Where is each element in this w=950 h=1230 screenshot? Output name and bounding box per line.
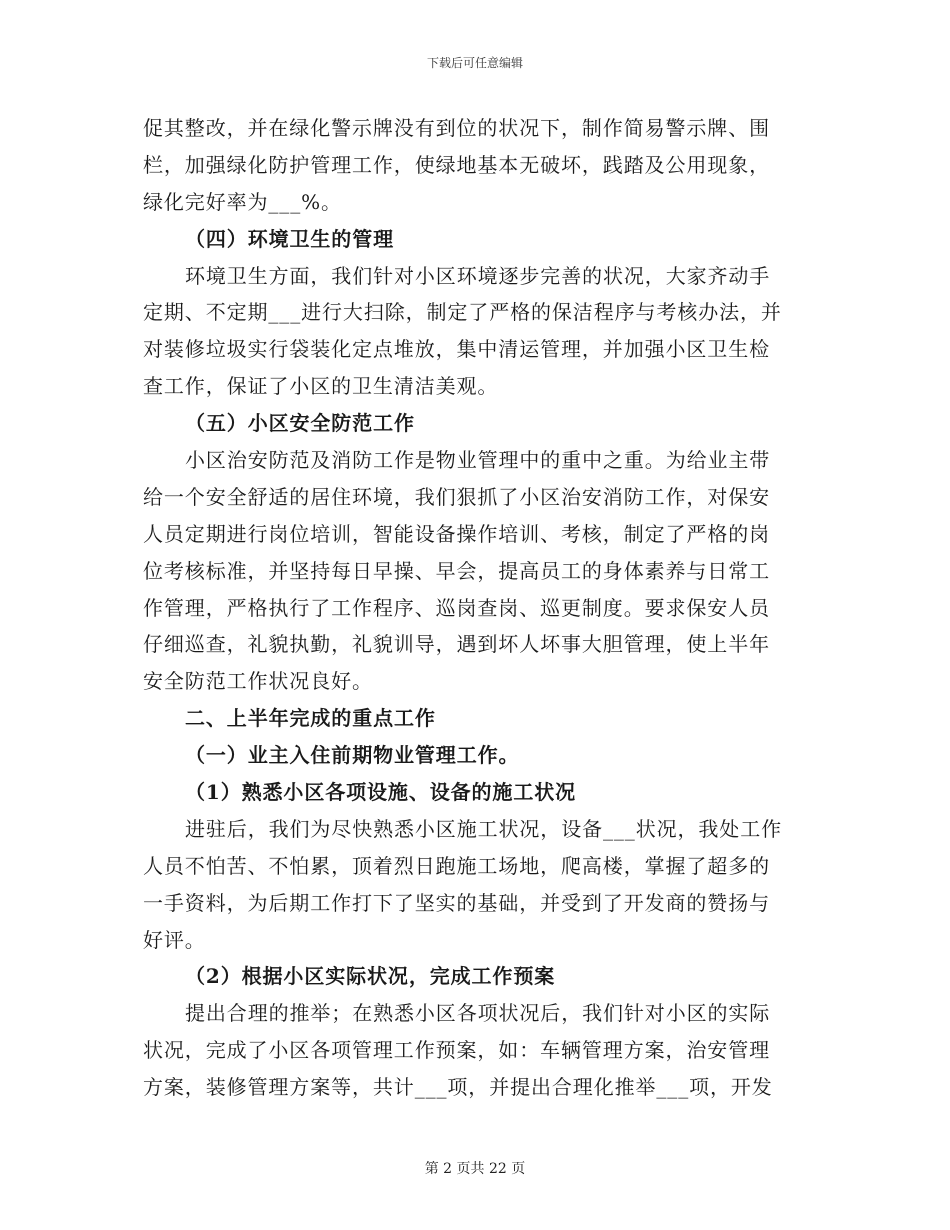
paragraph-line: 促其整改，并在绿化警示牌没有到位的状况下，制作简易警示牌、围 bbox=[143, 116, 770, 140]
paragraph-line: 人员不怕苦、不怕累，顶着烈日跑施工场地，爬高楼，掌握了超多的 bbox=[143, 853, 770, 878]
section-heading: （五）小区安全防范工作 bbox=[185, 411, 415, 436]
paragraph-line: 查工作，保证了小区的卫生清洁美观。 bbox=[143, 374, 499, 399]
section-heading: （一）业主入住前期物业管理工作。 bbox=[185, 743, 520, 768]
paragraph-line: 人员定期进行岗位培训，智能设备操作培训、考核，制定了严格的岗 bbox=[143, 521, 770, 546]
paragraph-line: 好评。 bbox=[143, 927, 206, 952]
paragraph-line: 定期、不定期___进行大扫除，制定了严格的保洁程序与考核办法，并 bbox=[143, 300, 782, 325]
paragraph-line: 一手资料，为后期工作打下了坚实的基础，并受到了开发商的赞扬与 bbox=[143, 890, 770, 915]
paragraph-line: 进驻后，我们为尽快熟悉小区施工状况，设备___状况，我处工作 bbox=[185, 816, 782, 841]
paragraph-line: 对装修垃圾实行袋装化定点堆放，集中清运管理，并加强小区卫生检 bbox=[143, 337, 770, 362]
paragraph-line: 环境卫生方面，我们针对小区环境逐步完善的状况，大家齐动手 bbox=[185, 263, 771, 288]
paragraph-line: 安全防范工作状况良好。 bbox=[143, 669, 373, 694]
paragraph-line: 提出合理的推举；在熟悉小区各项状况后，我们针对小区的实际 bbox=[185, 1001, 771, 1026]
subsection-heading: （1）熟悉小区各项设施、设备的施工状况 bbox=[185, 780, 577, 805]
paragraph-line: 小区治安防范及消防工作是物业管理中的重中之重。为给业主带 bbox=[185, 448, 771, 473]
subsection-heading: （2）根据小区实际状况，完成工作预案 bbox=[185, 964, 556, 989]
paragraph-line: 给一个安全舒适的居住环境，我们狠抓了小区治安消防工作，对保安 bbox=[143, 484, 770, 509]
chapter-heading: 二、上半年完成的重点工作 bbox=[185, 706, 436, 731]
paragraph-line: 作管理，严格执行了工作程序、巡岗查岗、巡更制度。要求保安人员 bbox=[143, 595, 770, 620]
document-body bbox=[143, 110, 807, 1106]
paragraph-line: 栏，加强绿化防护管理工作，使绿地基本无破坏，践踏及公用现象， bbox=[143, 152, 770, 177]
paragraph-line: 状况，完成了小区各项管理工作预案，如：车辆管理方案，治安管理 bbox=[143, 1038, 770, 1063]
page-header: 下载后可任意编辑 bbox=[426, 56, 523, 70]
paragraph-line: 仔细巡查，礼貌执勤，礼貌训导，遇到坏人坏事大胆管理，使上半年 bbox=[143, 632, 770, 657]
paragraph-line: 位考核标准，并坚持每日早操、早会，提高员工的身体素养与日常工 bbox=[143, 558, 770, 583]
paragraph-line: 方案，装修管理方案等，共计___项，并提出合理化推举___项，开发 bbox=[143, 1075, 773, 1100]
page-number: 第 2 页共 22 页 bbox=[424, 1161, 526, 1177]
paragraph-line: 绿化完好率为___%。 bbox=[143, 189, 342, 214]
section-heading: （四）环境卫生的管理 bbox=[185, 226, 394, 251]
